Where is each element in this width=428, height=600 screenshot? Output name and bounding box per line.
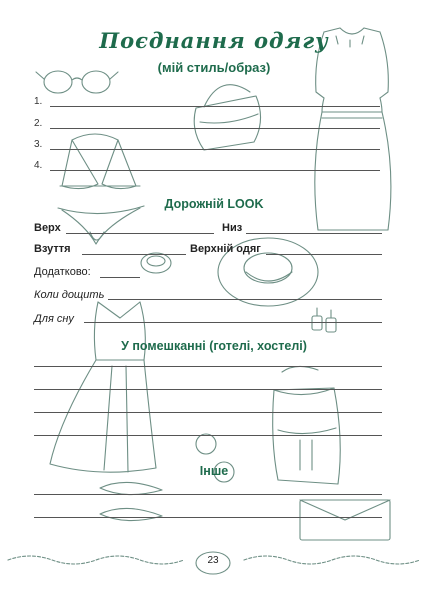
sundress-icon	[50, 302, 156, 472]
travel-look-heading: Дорожній LOOK	[164, 197, 264, 211]
top-label: Верх	[34, 222, 61, 234]
list-line-1[interactable]	[50, 106, 380, 107]
bottom-line[interactable]	[246, 233, 382, 234]
indoor-line-2[interactable]	[34, 389, 382, 390]
list-number-1: 1.	[34, 96, 43, 107]
indoor-line-3[interactable]	[34, 412, 382, 413]
outerwear-line[interactable]	[266, 254, 382, 255]
sleep-label: Для сну	[34, 313, 74, 325]
top-line[interactable]	[66, 233, 214, 234]
list-number-2: 2.	[34, 118, 43, 129]
page-title: Поєднання одягу	[99, 28, 329, 53]
list-line-4[interactable]	[50, 170, 380, 171]
shoes-label: Взуття	[34, 243, 71, 255]
extra-line[interactable]	[100, 277, 140, 278]
shoes-icon	[100, 482, 162, 520]
indoor-heading: У помешканні (готелі, хостелі)	[121, 339, 307, 353]
page-number: 23	[207, 555, 219, 566]
page-subtitle: (мій стиль/образ)	[157, 60, 271, 75]
sleep-line[interactable]	[84, 322, 382, 323]
list-number-3: 3.	[34, 139, 43, 150]
compact-icon	[141, 253, 171, 273]
list-line-2[interactable]	[50, 128, 380, 129]
rain-label: Коли дощить	[34, 289, 105, 301]
bikini-top-icon	[60, 134, 140, 189]
other-line-2[interactable]	[34, 517, 382, 518]
indoor-line-1[interactable]	[34, 366, 382, 367]
extra-label: Додатково:	[34, 266, 91, 278]
clutch-icon	[300, 500, 390, 540]
bikini-bottom-icon	[58, 206, 144, 244]
rain-line[interactable]	[108, 299, 382, 300]
list-number-4: 4.	[34, 160, 43, 171]
outerwear-label: Верхній одяг	[190, 243, 261, 255]
bottom-label: Низ	[222, 222, 243, 234]
other-line-1[interactable]	[34, 494, 382, 495]
shoes-line[interactable]	[82, 254, 186, 255]
handbag-icon	[194, 85, 260, 150]
other-heading: Інше	[199, 464, 229, 478]
earrings-icon	[312, 308, 336, 332]
indoor-line-4[interactable]	[34, 435, 382, 436]
list-line-3[interactable]	[50, 149, 380, 150]
